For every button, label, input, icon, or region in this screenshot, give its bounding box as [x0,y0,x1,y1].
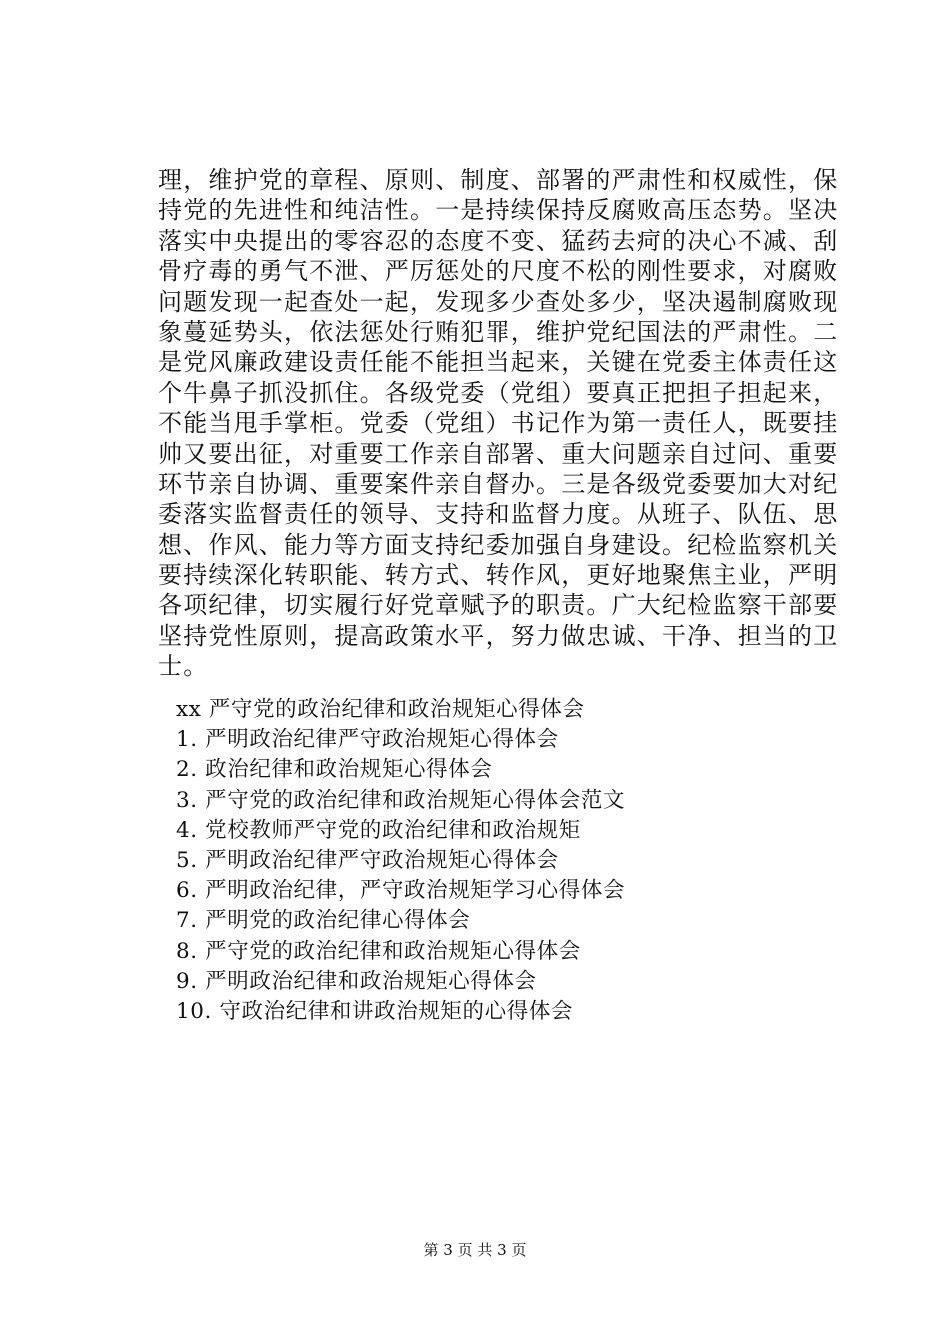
list-item: 9. 严明政治纪律和政治规矩心得体会 [176,968,537,994]
list-item: 4. 党校教师严守党的政治纪律和政治规矩 [176,817,581,843]
paragraph-line: 各项纪律，切实履行好党章赋予的职责。广大纪检监察干部要 [158,591,839,620]
paragraph-line: 士。 [158,652,209,681]
list-item: 2. 政治纪律和政治规矩心得体会 [176,757,493,783]
paragraph-line: 想、作风、能力等方面支持纪委加强自身建设。纪检监察机关 [158,530,839,559]
page-number: 第 3 页 共 3 页 [423,1241,527,1259]
paragraph-line: 落实中央提出的零容忍的态度不变、猛药去疴的决心不减、刮 [158,226,839,255]
paragraph-line: 不能当甩手掌柜。党委（党组）书记作为第一责任人，既要挂 [158,409,839,438]
paragraph-line: 理，维护党的章程、原则、制度、部署的严肃性和权威性，保 [158,166,839,194]
list-item: 3. 严守党的政治纪律和政治规矩心得体会范文 [176,787,626,813]
paragraph-line: 持党的先进性和纯洁性。一是持续保持反腐败高压态势。坚决 [158,196,839,225]
paragraph-line: 委落实监督责任的领导、支持和监督力度。从班子、队伍、思 [158,500,839,529]
paragraph-line: 骨疗毒的勇气不泄、严厉惩处的尺度不松的刚性要求，对腐败 [158,257,839,286]
paragraph-line: 坚持党性原则，提高政策水平，努力做忠诚、干净、担当的卫 [158,621,839,650]
list-item: 7. 严明党的政治纪律心得体会 [176,908,471,934]
paragraph-line: 要持续深化转职能、转方式、转作风，更好地聚焦主业，严明 [158,561,839,590]
paragraph-line: 象蔓延势头，依法惩处行贿犯罪，维护党纪国法的严肃性。二 [158,317,839,346]
paragraph-line: 帅又要出征，对重要工作亲自部署、重大问题亲自过问、重要 [158,439,839,468]
related-articles-list [176,695,816,1027]
paragraph-line: 问题发现一起查处一起，发现多少查处多少，坚决遏制腐败现 [158,287,839,316]
list-item: 8. 严守党的政治纪律和政治规矩心得体会 [176,938,581,964]
list-item: 10. 守政治纪律和讲政治规矩的心得体会 [176,998,574,1024]
paragraph-line: 是党风廉政建设责任能不能担当起来，关键在党委主体责任这 [158,348,839,377]
page-footer [0,1240,950,1260]
list-item: 6. 严明政治纪律，严守政治规矩学习心得体会 [176,878,626,904]
paragraph-line: 环节亲自协调、重要案件亲自督办。三是各级党委要加大对纪 [158,469,839,498]
paragraph-line: 个牛鼻子抓没抓住。各级党委（党组）要真正把担子担起来， [158,378,839,407]
list-item: 5. 严明政治纪律严守政治规矩心得体会 [176,847,559,873]
list-title: xx 严守党的政治纪律和政治规矩心得体会 [176,697,585,722]
list-item: 1. 严明政治纪律严守政治规矩心得体会 [176,727,559,753]
body-paragraph [158,165,858,682]
